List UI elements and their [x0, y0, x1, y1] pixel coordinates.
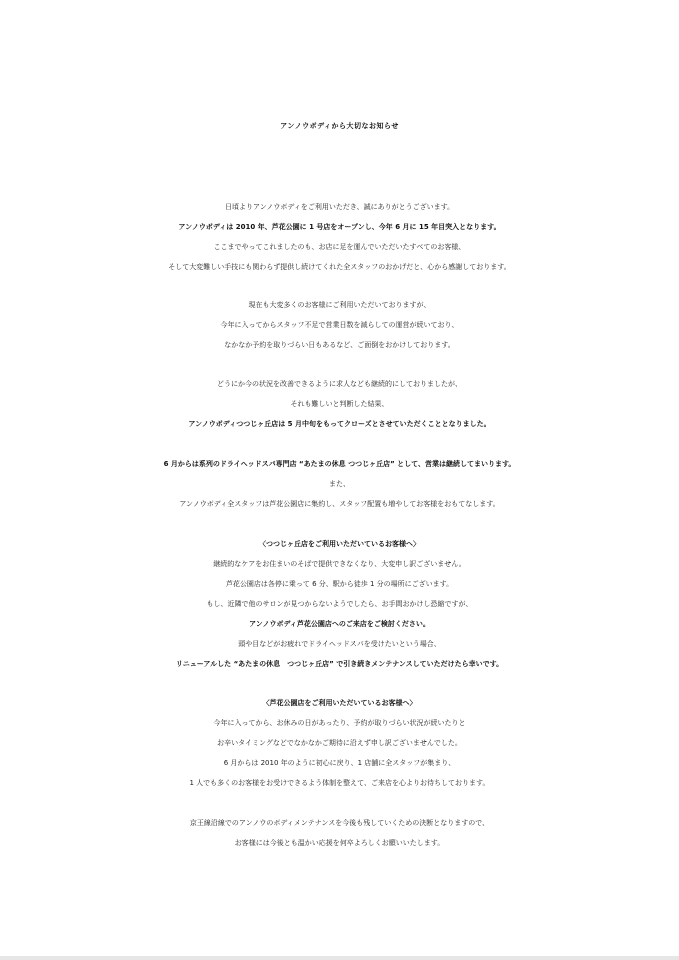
notice-line: 今年に入ってからスタッフ不足で営業日数を減らしての運営が続いており、 [220, 321, 459, 329]
notice-title: アンノウボディから大切なお知らせ [280, 122, 399, 130]
notice-line: 頭や目などがお疲れでドライヘッドスパを受けたいという場合、 [238, 640, 441, 648]
notice-line: 京王線沿線でのアンノウのボディメンテナンスを今後も残していくための決断となりますので、 [189, 819, 490, 827]
notice-line: お客様には今後とも温かい応援を何卒よろしくお願いいたします。 [234, 839, 445, 847]
notice-line: 芦花公園店は各停に乗って 6 分、駅から徒歩 1 分の場所にございます。 [225, 580, 454, 588]
notice-line: 6 月からは 2010 年のように初心に戻り、1 店舗に全スタッフが集まり、 [223, 759, 456, 767]
notice-line: アンノウボディ全スタッフは芦花公園店に集約し、スタッフ配置も増やしてお客様をおもてなします。 [179, 500, 500, 508]
notice-line: ここまでやってこれましたのも、お店に足を運んでいただいたすべてのお客様、 [213, 243, 466, 251]
notice-line: また、 [329, 480, 350, 488]
section-heading-tsutsujigaoka: 〈つつじヶ丘店をご利用いただいているお客様へ〉 [259, 540, 420, 548]
notice-line: 継続的なケアをお住まいのそばで提供できなくなり、大変申し訳ございません。 [213, 560, 466, 568]
notice-line: お辛いタイミングなどでなかなかご期待に沿えず申し訳ございませんでした。 [217, 739, 462, 747]
notice-line: なかなか予約を取りづらい日もあるなど、ご面倒をおかけしております。 [224, 341, 455, 349]
notice-line: アンノウボディ芦花公園店へのご来店をご検討ください。 [249, 620, 430, 628]
notice-line: 現在も大変多くのお客様にご利用いただいておりますが、 [248, 301, 431, 309]
notice-line: どうにか今の状況を改善できるように求人なども継続的にしておりましたが、 [217, 380, 462, 388]
notice-line: 日頃よりアンノウボディをご利用いただき、誠にありがとうございます。 [224, 203, 455, 211]
page-bottom-edge [0, 956, 679, 960]
notice-line: それも難しいと判断した結果、 [290, 400, 389, 408]
notice-line: 1 人でも多くのお客様をお受けできるよう体制を整えて、ご来店を心よりお待ちしております。 [189, 779, 490, 787]
notice-line: 6 月からは系列のドライヘッドスパ専門店 “あたまの休息 つつじヶ丘店” として、営業は継続してまいります。 [163, 460, 516, 468]
notice-line: もし、近隣で他のサロンが見つからないようでしたら、お手間おかけし恐縮ですが、 [206, 600, 473, 608]
notice-line: 今年に入ってから、お休みの日があったり、予約が取りづらい状況が続いたりと [213, 719, 466, 727]
notice-line: そして大変難しい手技にも関わらず提供し続けてくれた全スタッフのおかげだと、心から感謝しております。 [168, 263, 511, 271]
notice-line: リニューアルした “あたまの休息 つつじヶ丘店” で引き続きメンテナンスしていただけたら幸いです。 [175, 660, 504, 668]
notice-line: アンノウボディつつじヶ丘店は 5 月中旬をもってクローズとさせていただくこととなりました。 [188, 420, 491, 428]
notice-line: アンノウボディは 2010 年、芦花公園に 1 号店をオープンし、今年 6 月に 15 年目突入となります。 [178, 223, 501, 231]
section-heading-roka-koen: 〈芦花公園店をご利用いただいているお客様へ〉 [262, 699, 417, 707]
